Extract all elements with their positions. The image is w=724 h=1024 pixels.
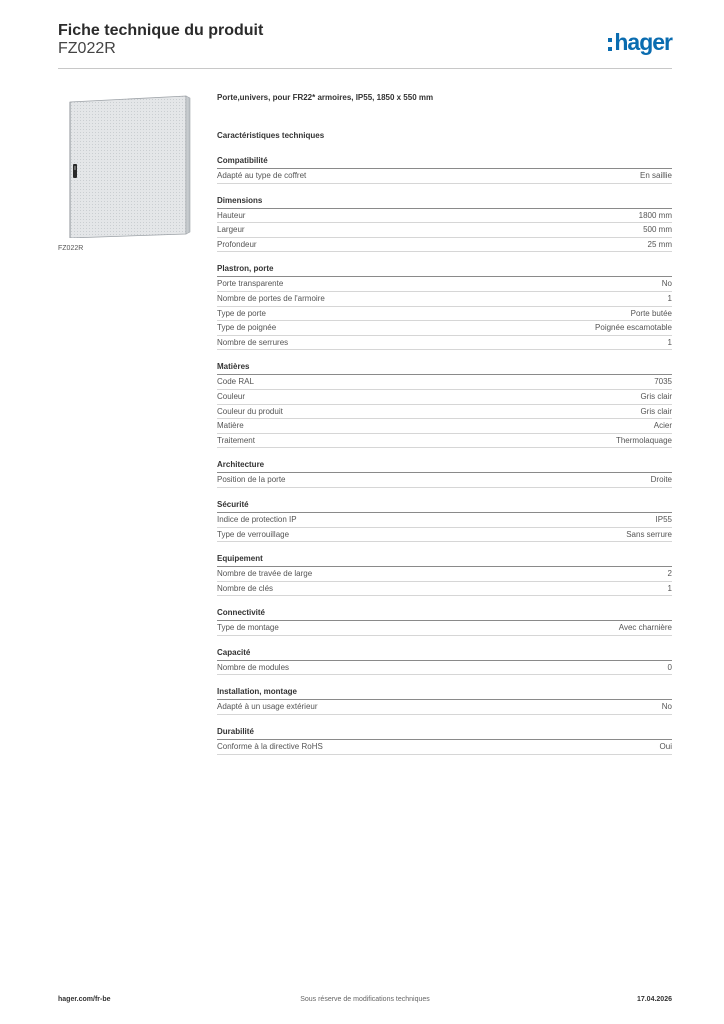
spec-row bbox=[217, 434, 672, 449]
spec-label: Couleur du produit bbox=[217, 406, 283, 416]
spec-row bbox=[217, 307, 672, 322]
spec-row bbox=[217, 238, 672, 253]
spec-value: 1 bbox=[667, 293, 672, 303]
spec-row bbox=[217, 621, 672, 636]
spec-value: 7035 bbox=[654, 377, 672, 387]
spec-label: Conforme à la directive RoHS bbox=[217, 742, 323, 752]
section-title: Equipement bbox=[217, 552, 672, 567]
spec-row bbox=[217, 567, 672, 582]
spec-row bbox=[217, 700, 672, 715]
spec-row bbox=[217, 223, 672, 238]
spec-label: Traitement bbox=[217, 435, 255, 445]
spec-row bbox=[217, 209, 672, 224]
spec-label: Adapté au type de coffret bbox=[217, 171, 307, 180]
spec-value: 0 bbox=[667, 662, 672, 672]
spec-row bbox=[217, 405, 672, 420]
section-title: Architecture bbox=[217, 458, 672, 473]
spec-value: Oui bbox=[659, 742, 672, 752]
spec-value: Thermolaquage bbox=[615, 435, 672, 445]
spec-row bbox=[217, 513, 672, 528]
section bbox=[217, 498, 672, 542]
document-title: Fiche technique du produit bbox=[58, 22, 264, 39]
spec-value: 1 bbox=[667, 583, 672, 593]
spec-row bbox=[217, 375, 672, 390]
page-footer bbox=[58, 996, 672, 1010]
product-description: Porte,univers, pour FR22* armoires, IP55, 1850 x 550 mm bbox=[217, 93, 434, 102]
spec-label: Largeur bbox=[217, 225, 245, 235]
spec-value: Acier bbox=[653, 421, 672, 431]
page-header bbox=[58, 20, 672, 69]
product-image bbox=[58, 92, 204, 238]
section-title: Installation, montage bbox=[217, 685, 672, 700]
spec-row bbox=[217, 528, 672, 543]
spec-value: Sans serrure bbox=[626, 529, 672, 539]
characteristics-sections bbox=[217, 154, 672, 755]
section-title: Durabilité bbox=[217, 725, 672, 740]
spec-row bbox=[217, 390, 672, 405]
spec-value: En saillie bbox=[639, 171, 672, 180]
spec-label: Type de montage bbox=[217, 623, 279, 633]
footer-website-link[interactable]: hager.com/fr-be bbox=[58, 996, 111, 1003]
section bbox=[217, 606, 672, 636]
spec-label: Nombre de modules bbox=[217, 662, 290, 672]
spec-row bbox=[217, 740, 672, 755]
spec-label: Type de poignée bbox=[217, 323, 277, 333]
spec-row bbox=[217, 473, 672, 488]
characteristics-heading: Caractéristiques techniques bbox=[217, 131, 325, 140]
spec-row bbox=[217, 336, 672, 351]
spec-label: Nombre de travée de large bbox=[217, 569, 313, 579]
spec-row bbox=[217, 582, 672, 597]
spec-value: Droite bbox=[650, 475, 672, 485]
footer-date: 17.04.2026 bbox=[636, 996, 672, 1003]
spec-value: No bbox=[661, 279, 672, 289]
spec-label: Couleur bbox=[217, 391, 246, 401]
hager-logo[interactable] bbox=[608, 29, 672, 55]
section bbox=[217, 262, 672, 350]
spec-label: Nombre de portes de l'armoire bbox=[217, 293, 325, 303]
spec-value: Porte butée bbox=[630, 308, 672, 318]
product-image-caption: FZ022R bbox=[58, 245, 84, 252]
logo-text: hager bbox=[614, 28, 672, 55]
spec-value: 1 bbox=[667, 337, 672, 347]
spec-label: Indice de protection IP bbox=[217, 514, 297, 524]
technical-sheet bbox=[217, 92, 672, 765]
section bbox=[217, 725, 672, 755]
spec-row bbox=[217, 277, 672, 292]
spec-row bbox=[217, 321, 672, 336]
section-title: Plastron, porte bbox=[217, 262, 672, 277]
spec-label: Adapté à un usage extérieur bbox=[217, 702, 318, 712]
spec-label: Matière bbox=[217, 421, 244, 431]
section-title: Matières bbox=[217, 360, 672, 375]
door-panel-icon bbox=[58, 92, 204, 238]
spec-label: Hauteur bbox=[217, 210, 246, 220]
spec-value: 1800 mm bbox=[638, 210, 672, 220]
section-title: Capacité bbox=[217, 646, 672, 661]
spec-value: Avec charnière bbox=[618, 623, 672, 633]
spec-value: 25 mm bbox=[647, 239, 672, 249]
product-reference: FZ022R bbox=[58, 40, 116, 57]
spec-row bbox=[217, 292, 672, 307]
spec-label: Position de la porte bbox=[217, 475, 286, 485]
footer-disclaimer: Sous réserve de modifications techniques bbox=[300, 996, 430, 1003]
spec-value: 2 bbox=[667, 569, 672, 579]
section-title: Dimensions bbox=[217, 194, 672, 209]
spec-label: Type de porte bbox=[217, 308, 266, 318]
section-title: Compatibilité bbox=[217, 154, 672, 169]
section-title: Sécurité bbox=[217, 498, 672, 513]
logo-dots-icon bbox=[608, 38, 612, 51]
spec-row bbox=[217, 419, 672, 434]
section bbox=[217, 458, 672, 488]
spec-value: IP55 bbox=[655, 514, 672, 524]
section bbox=[217, 685, 672, 715]
spec-value: Gris clair bbox=[640, 406, 672, 416]
spec-value: 500 mm bbox=[643, 225, 672, 235]
spec-label: Nombre de clés bbox=[217, 583, 274, 593]
spec-row bbox=[217, 169, 672, 184]
spec-row bbox=[217, 661, 672, 676]
spec-value: Gris clair bbox=[640, 391, 672, 401]
spec-value: Poignée escamotable bbox=[595, 323, 672, 333]
spec-label: Nombre de serrures bbox=[217, 337, 289, 347]
section bbox=[217, 552, 672, 596]
section bbox=[217, 360, 672, 448]
spec-label: Porte transparente bbox=[217, 279, 284, 289]
spec-label: Code RAL bbox=[217, 377, 254, 387]
section bbox=[217, 646, 672, 676]
spec-label: Type de verrouillage bbox=[217, 529, 290, 539]
section-title: Connectivité bbox=[217, 606, 672, 621]
spec-label: Profondeur bbox=[217, 239, 257, 249]
spec-value: No bbox=[661, 702, 672, 712]
section bbox=[217, 194, 672, 253]
section bbox=[217, 154, 672, 184]
